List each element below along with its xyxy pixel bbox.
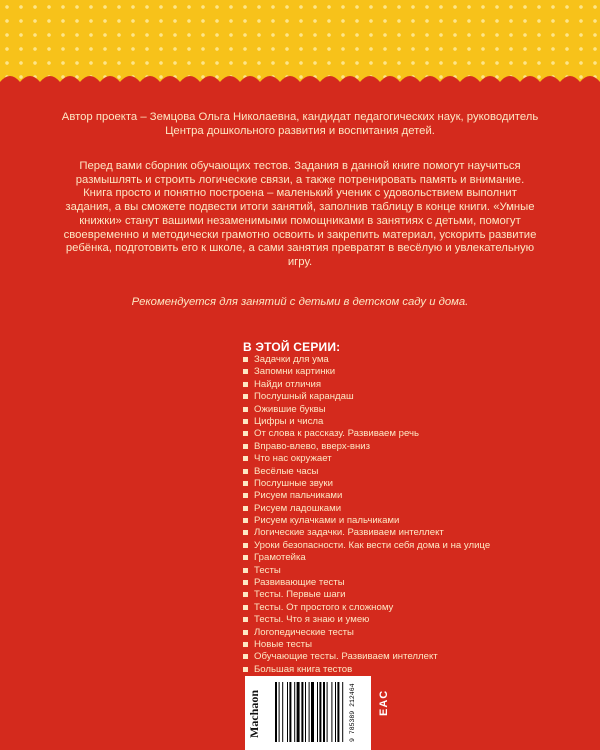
barcode-bar: [311, 682, 314, 742]
author-paragraph: Автор проекта – Земцова Ольга Николаевна, кандидат педагогических наук, руководитель Центра дошкольного развития и воспитания детей.: [61, 111, 539, 137]
series-item: Задачки для ума: [243, 354, 490, 366]
series-list: [243, 354, 490, 676]
series-item: Вправо-влево, вверх-вниз: [243, 441, 490, 453]
series-item: Развивающие тесты: [243, 577, 490, 589]
barcode-label: [245, 676, 371, 750]
series-item: От слова к рассказу. Развиваем речь: [243, 428, 490, 440]
barcode-bar: [309, 682, 310, 742]
series-item: Уроки безопасности. Как вести себя дома и на улице: [243, 540, 490, 552]
barcode-bar: [319, 682, 321, 742]
publisher-logo: Machaon: [247, 690, 261, 738]
series-item: Логические задачки. Развиваем интеллект: [243, 527, 490, 539]
barcode-bar: [323, 682, 325, 742]
series-item: Послушные звуки: [243, 478, 490, 490]
barcode-bar: [317, 682, 318, 742]
barcode-bar: [327, 682, 328, 742]
series-heading: В ЭТОЙ СЕРИИ:: [243, 340, 341, 354]
barcode-bar: [335, 682, 336, 742]
series-item: Весёлые часы: [243, 466, 490, 478]
isbn-number: 9 785389 212464: [349, 683, 356, 743]
series-item: Новые тесты: [243, 639, 490, 651]
series-item: Найди отличия: [243, 379, 490, 391]
series-item: Рисуем пальчиками: [243, 490, 490, 502]
barcode-bar: [279, 682, 280, 742]
polka-dot-band: [0, 0, 600, 82]
series-item: Тесты. Что я знаю и умею: [243, 614, 490, 626]
series-item: Рисуем кулачками и пальчиками: [243, 515, 490, 527]
series-item: Тесты. Первые шаги: [243, 589, 490, 601]
barcode-bar: [275, 682, 277, 742]
series-item: Запомни картинки: [243, 366, 490, 378]
eac-certification-mark: EAC: [378, 689, 390, 716]
series-item: Тесты. От простого к сложному: [243, 602, 490, 614]
barcode-bar: [337, 682, 339, 742]
series-item: Что нас окружает: [243, 453, 490, 465]
barcode-bar: [331, 682, 332, 742]
barcode-bar: [287, 682, 288, 742]
barcode-bar: [342, 682, 343, 742]
barcode-bar: [282, 682, 283, 742]
recommendation-text: Рекомендуется для занятий с детьми в детском саду и дома.: [131, 296, 469, 308]
barcode-bar: [305, 682, 306, 742]
series-item: Цифры и числа: [243, 416, 490, 428]
barcode: [275, 682, 345, 742]
barcode-bar: [294, 682, 295, 742]
intro-paragraph: Перед вами сборник обучающих тестов. Задания в данной книге помогут научиться размышлять и строить логические связи, а также потренировать память и внимание. Книга просто и понятно построена – маленький ученик с удовольствием выполнит задания, а вы сможете подвести итоги занятий, заполнив таблицу в конце книги. «Умные книжки» станут вашими незаменимыми помощниками в занятиях с детьми, помогут своевременно и методически грамотно освоить и закрепить материал, ускорить развитие ребёнка, подготовить его к школе, а сами занятия превратят в весёлую и увлекательную игру.: [63, 160, 537, 268]
series-item: Тесты: [243, 565, 490, 577]
barcode-bar: [297, 682, 300, 742]
series-item: Грамотейка: [243, 552, 490, 564]
series-item: Послушный карандаш: [243, 391, 490, 403]
series-item: Логопедические тесты: [243, 627, 490, 639]
series-item: Большая книга тестов: [243, 664, 490, 676]
barcode-bar: [289, 682, 291, 742]
series-item: Обучающие тесты. Развиваем интеллект: [243, 651, 490, 663]
series-item: Рисуем ладошками: [243, 503, 490, 515]
series-item: Ожившие буквы: [243, 404, 490, 416]
barcode-bar: [301, 682, 303, 742]
